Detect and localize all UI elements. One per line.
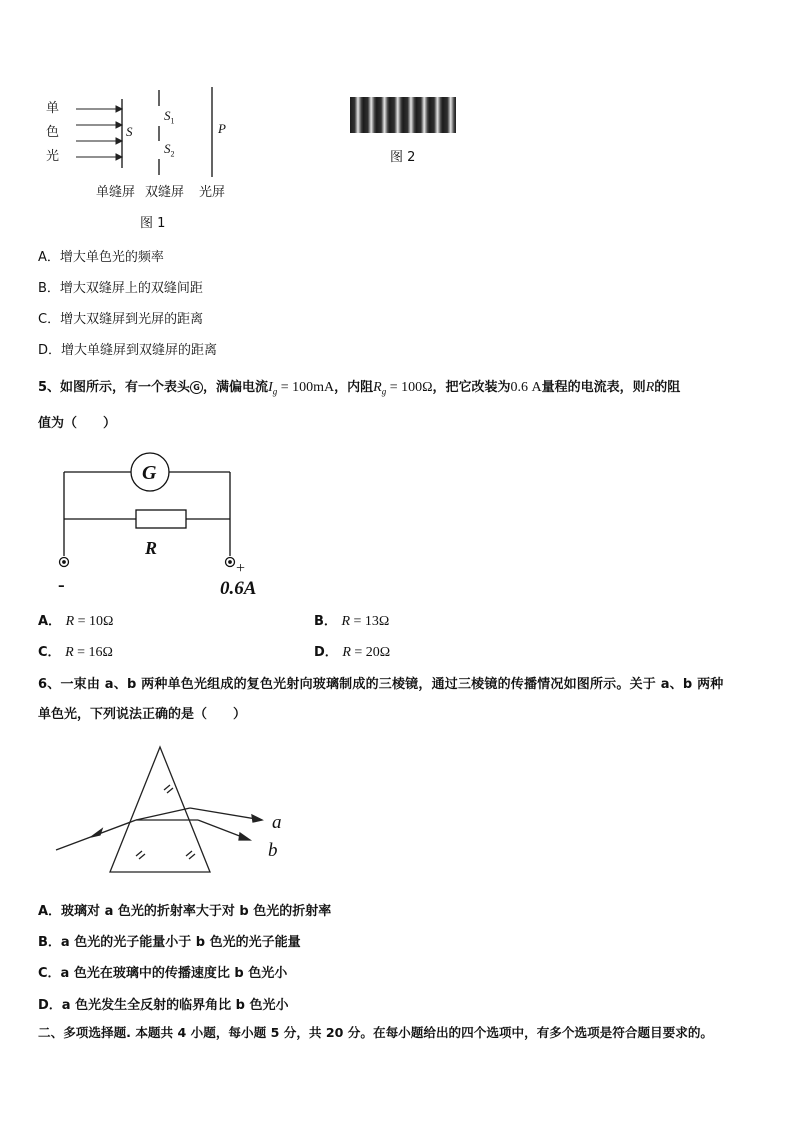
fig1-label-P: P: [218, 121, 226, 136]
q6-stem-line2: 单色光，下列说法正确的是（ ）: [38, 707, 247, 722]
fig1-label-single-slit: 单缝屏: [96, 185, 136, 200]
fig1-label-S1: $S_1$: [164, 108, 175, 126]
q5-circuit-plus: +: [236, 560, 246, 577]
fig1-side-char: 色: [46, 125, 60, 140]
section-2-heading: 二、多项选择题. 本题共 4 小题，每小题 5 分，共 20 分。在每小题给出的四个选项中，有多个选项是符合题目要求的。: [38, 1025, 714, 1040]
fig1-side-char: 光: [46, 149, 60, 164]
fig1-side-char: 单: [46, 101, 60, 116]
fig2-fringe-pattern: [350, 97, 456, 133]
fig1-apparatus-diagram: [60, 85, 290, 195]
q4-option-a[interactable]: A．增大单色光的频率: [38, 250, 164, 265]
fig1-label-double-slit: 双缝屏: [145, 185, 185, 200]
q6-ray-label-b: b: [268, 840, 278, 861]
q6-option-b[interactable]: B．a 色光的光子能量小于 b 色光的光子能量: [38, 935, 301, 950]
q6-stem-line1: 6、一束由 a、b 两种单色光组成的复色光射向玻璃制成的三棱镜，通过三棱镜的传播情况如图所示。关于 a、b 两种: [38, 677, 724, 692]
q4-option-c[interactable]: C．增大双缝屏到光屏的距离: [38, 312, 204, 327]
q6-option-a[interactable]: A．玻璃对 a 色光的折射率大于对 b 色光的折射率: [38, 904, 332, 919]
q5-option-d[interactable]: D． R = 20Ω: [314, 645, 391, 660]
q5-circuit-label-G: G: [142, 462, 157, 484]
fig1-caption: 图 1: [140, 216, 166, 231]
fig1-label-screen: 光屏: [199, 185, 226, 200]
q4-option-d[interactable]: D．增大单缝屏到双缝屏的距离: [38, 343, 218, 358]
q5-circuit-range: 0.6A: [220, 578, 257, 599]
q5-option-c[interactable]: C． R = 16Ω: [38, 645, 113, 660]
q5-circuit-label-R: R: [145, 538, 158, 558]
q5-stem-line1: 5、如图所示，有一个表头 G ，满偏电流$I_g = 100mA$，内阻$R_g = 100\Omega$，把它改装为0.6 A量程的电流表，则R的阻: [38, 380, 681, 397]
q6-ray-label-a: a: [272, 812, 282, 833]
q5-circuit-diagram: [58, 452, 258, 582]
fig2-caption: 图 2: [390, 150, 416, 165]
q5-circuit-minus: -: [58, 574, 65, 596]
fig1-label-S: S: [126, 124, 133, 139]
q4-option-b[interactable]: B．增大双缝屏上的双缝间距: [38, 281, 203, 296]
galvanometer-icon: G: [190, 381, 203, 394]
q5-option-b[interactable]: B． R = 13Ω: [314, 614, 390, 629]
q5-option-a[interactable]: A． R = 10Ω: [38, 614, 114, 629]
fig1-label-S2: $S_2$: [164, 141, 175, 159]
q6-option-c[interactable]: C．a 色光在玻璃中的传播速度比 b 色光小: [38, 966, 288, 981]
q5-stem-line2: 值为（ ）: [38, 416, 117, 431]
q6-option-d[interactable]: D．a 色光发生全反射的临界角比 b 色光小: [38, 998, 289, 1013]
